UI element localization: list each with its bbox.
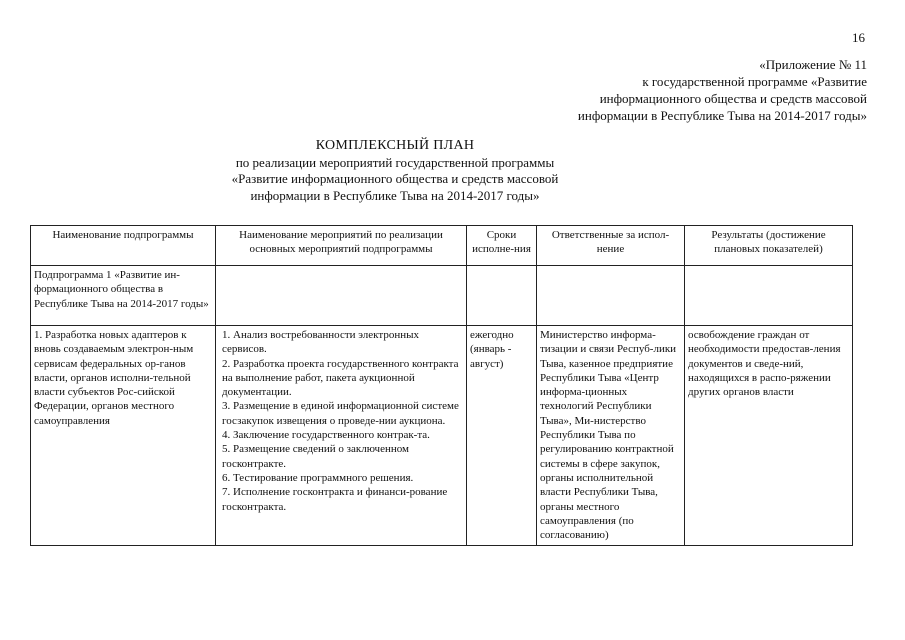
plan-title-line-4: информации в Республике Тыва на 2014-2017 годы»: [250, 187, 540, 203]
plan-title: [175, 138, 615, 204]
empty-cell: [537, 266, 685, 326]
subprogram-cell: Подпрограмма 1 «Развитие ин-формационного общества в Республике Тыва на 2014-2017 годы»: [31, 266, 216, 326]
table-row: [31, 266, 853, 326]
activity-item: 5. Размещение сведений о заключенном госконтракте.: [222, 443, 409, 470]
appendix-line-2: к государственной программе «Развитие: [642, 74, 867, 89]
header-subprogram-name: Наименование подпрограммы: [31, 226, 216, 266]
activity-item: 3. Размещение в единой информационной системе госзакупок извещения о проведе-нии аукциона.: [222, 400, 459, 427]
table-header-row: [31, 226, 853, 266]
appendix-line-1: «Приложение № 11: [759, 57, 867, 72]
header-results: Результаты (достижение плановых показателей): [685, 226, 853, 266]
empty-cell: [467, 266, 537, 326]
deadline-cell: ежегодно (январь - август): [467, 326, 537, 546]
activity-item: 6. Тестирование программного решения.: [222, 471, 414, 484]
activity-item: 7. Исполнение госконтракта и финанси-рование госконтракта.: [222, 486, 448, 513]
empty-cell: [216, 266, 467, 326]
header-activities: Наименование мероприятий по реализации основных мероприятий подпрограммы: [216, 226, 467, 266]
plan-title-line-3: «Развитие информационного общества и средств массовой: [231, 171, 559, 186]
activity-name-cell: 1. Разработка новых адаптеров к вновь создаваемым электрон-ным сервисам федеральных ор-ганов власти, органов исполни-тельной власти субъектов Рос-сийской Федерации, органов местного самоуправления: [31, 326, 216, 546]
appendix-header: [578, 56, 867, 124]
table-row: [31, 326, 853, 546]
header-deadline: Сроки исполне-ния: [467, 226, 537, 266]
activity-item: 1. Анализ востребованности электронных сервисов.: [222, 329, 419, 356]
activity-item: 2. Разработка проекта государственного контракта на выполнение работ, пакета аукционной документации.: [222, 357, 459, 399]
result-cell: освобождение граждан от необходимости предостав-ления документов и сведе-ний, находящихся в распо-ряжении других органов власти: [685, 326, 853, 546]
page-number: 16: [852, 30, 865, 45]
appendix-line-4: информации в Республике Тыва на 2014-2017 годы»: [577, 108, 867, 123]
plan-title-line-2: по реализации мероприятий государственной программы: [235, 154, 555, 170]
plan-title-main: КОМПЛЕКСНЫЙ ПЛАН: [315, 138, 475, 153]
plan-table: [30, 225, 853, 546]
activity-item: 4. Заключение государственного контрак-та.: [222, 429, 430, 442]
empty-cell: [685, 266, 853, 326]
appendix-line-3: информационного общества и средств массовой: [599, 91, 867, 106]
responsible-cell: Министерство информа-тизации и связи Респуб-лики Тыва, казенное предприятие Республики Тыва «Центр информа-ционных технологий Республики Тыва», Ми-нистерство Республики Тыва по регулированию контрактной системы в сфере закупок, органы исполнительной власти Республики Тыва, органы местного самоуправления (по согласованию): [537, 326, 685, 546]
header-responsible: Ответственные за испол-нение: [537, 226, 685, 266]
activities-cell: [216, 326, 467, 546]
